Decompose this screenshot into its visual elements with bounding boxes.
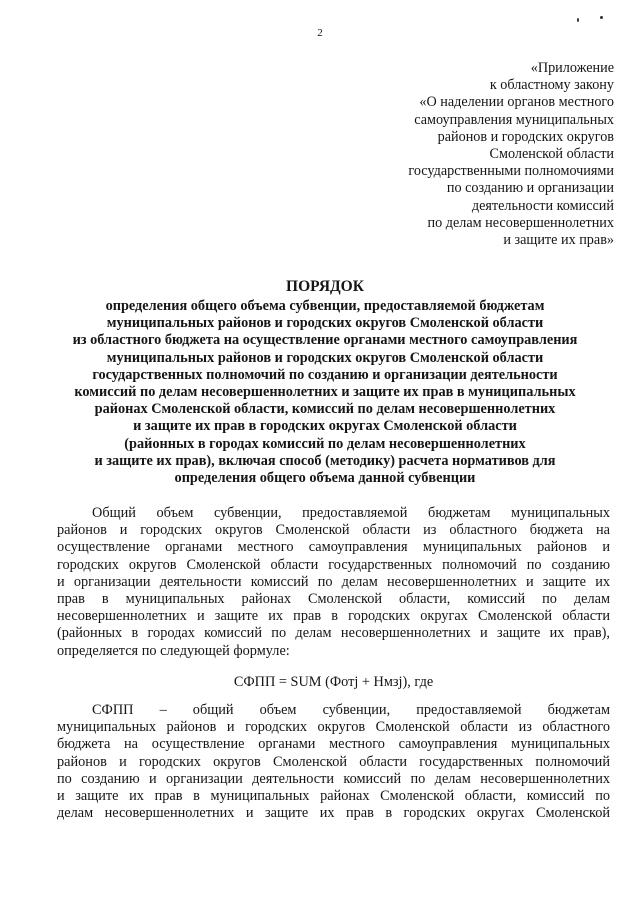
appendix-line: «Приложение xyxy=(530,60,614,76)
paragraph-line: районов и городских округов Смоленской области из областного бюджета на xyxy=(57,522,610,539)
title-line: (районных в городах комиссий по делам несовершеннолетних xyxy=(124,435,526,452)
paragraph-line: прав в муниципальных районах Смоленской области, комиссий по делам xyxy=(57,591,610,608)
paragraph-line: делам несовершеннолетних и защите их прав в городских округах Смоленской xyxy=(57,805,610,822)
title-line: муниципальных районов и городских округов Смоленской области xyxy=(106,349,544,366)
title-line: из областного бюджета на осуществление органами местного самоуправления xyxy=(72,332,578,349)
title-line: определения общего объема субвенции, предоставляемой бюджетам xyxy=(105,298,545,314)
document-title xyxy=(40,277,610,487)
appendix-header xyxy=(294,60,614,249)
scan-speck xyxy=(577,18,579,22)
appendix-line: деятельности комиссий xyxy=(471,197,614,214)
paragraph-line: СФПП – общий объем субвенции, предоставляемой бюджетам xyxy=(92,702,610,718)
title-line: государственных полномочий по созданию и организации деятельности xyxy=(92,366,558,383)
paragraph-main xyxy=(57,505,610,660)
paragraph-line: Общий объем субвенции, предоставляемой бюджетам муниципальных xyxy=(92,505,610,521)
title-line: районах Смоленской области, комиссий по делам несовершеннолетних xyxy=(94,401,556,418)
title-line: определения общего объема данной субвенции xyxy=(174,470,476,487)
paragraph-line: (районных в городах комиссий по делам несовершеннолетних и защите их прав), xyxy=(57,625,610,642)
paragraph-line: районов и городских округов Смоленской области государственных полномочий xyxy=(57,753,610,770)
appendix-line: самоуправления муниципальных xyxy=(414,111,614,128)
scan-speck xyxy=(600,16,603,19)
paragraph-line: определяется по следующей формуле: xyxy=(57,642,290,659)
appendix-line: к областному закону xyxy=(489,77,614,94)
paragraph-line: осуществление органами местного самоуправления муниципальных районов и xyxy=(57,539,610,556)
appendix-line: районов и городских округов xyxy=(437,128,614,145)
paragraph-line: бюджета на осуществление органами местного самоуправления муниципальных xyxy=(57,736,610,753)
appendix-line: Смоленской области xyxy=(489,146,614,163)
appendix-line: по делам несовершеннолетних xyxy=(427,214,614,231)
formula: СФПП = SUM (Фотj + Нмзj), где xyxy=(233,674,434,690)
paragraph-line: городских округов Смоленской области государственных полномочий по созданию xyxy=(57,556,610,573)
paragraph-line: и организации деятельности комиссий по делам несовершеннолетних и защите их xyxy=(57,573,610,590)
title-line: и защите их прав в городских округах Смоленской области xyxy=(133,418,517,435)
paragraph-line: несовершеннолетних и защите их прав в городских округах Смоленской области xyxy=(57,608,610,625)
paragraph-line: муниципальных районов и городских округов Смоленской области из областного xyxy=(57,719,610,736)
appendix-line: и защите их прав» xyxy=(503,232,614,249)
appendix-line: по созданию и организации xyxy=(446,180,614,197)
title-line: муниципальных районов и городских округов Смоленской области xyxy=(106,315,544,332)
title-heading: ПОРЯДОК xyxy=(286,278,364,295)
page-number: 2 xyxy=(317,27,323,39)
paragraph-line: и защите их прав в муниципальных районах Смоленской области, комиссий по xyxy=(57,788,610,805)
appendix-line: государственными полномочиями xyxy=(408,163,614,180)
appendix-line: «О наделении органов местного xyxy=(419,94,614,111)
paragraph-definition xyxy=(57,702,610,822)
title-line: и защите их прав), включая способ (методику) расчета нормативов для xyxy=(94,452,556,469)
paragraph-line: по созданию и организации деятельности комиссий по делам несовершеннолетних xyxy=(57,770,610,787)
title-line: комиссий по делам несовершеннолетних и защите их прав в муниципальных xyxy=(74,384,576,401)
